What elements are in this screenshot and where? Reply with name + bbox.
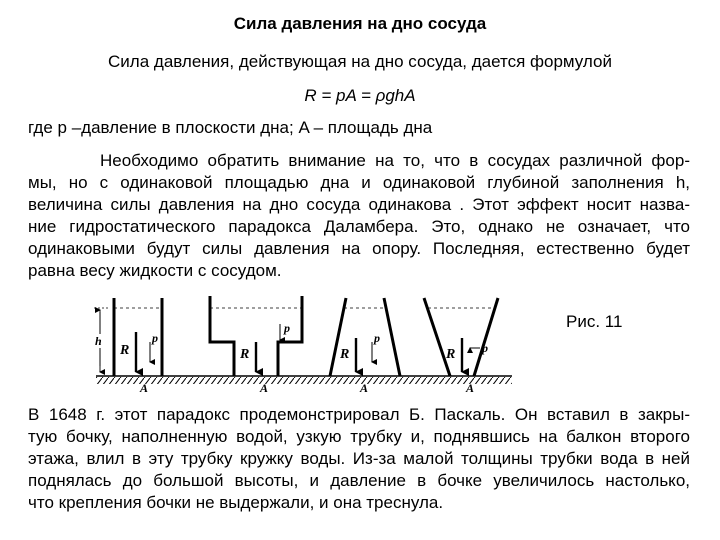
pressure-formula: R = pA = ρghA [304, 86, 416, 105]
paragraph-line: одинаковыми будут силы давления на опору. Последняя, естественно будет [28, 239, 690, 258]
page-title: Сила давления на дно сосуда [233, 14, 487, 33]
area-label-4: A [466, 381, 475, 395]
paragraph-line: величина силы давления на дно сосуда одинакова . Этот эффект носит назва- [28, 195, 690, 214]
pressure-label-4: p [482, 341, 488, 355]
formula-legend: где p –давление в плоскости дна; A – площадь дна [28, 118, 433, 137]
paragraph-line: мы, но с одинаковой площадью дна и одинаковой глубиной заполнения h, [28, 173, 690, 192]
pressure-label-1: p [152, 331, 158, 345]
paradox-paragraph [28, 150, 690, 282]
paragraph-line: Необходимо обратить внимание на то, что в сосудах различной фор- [100, 151, 690, 170]
area-label-3: A [360, 381, 369, 395]
pascal-paragraph [28, 404, 690, 514]
vessels-figure [84, 282, 524, 406]
paragraph-line: этажа, влил в эту трубку кружку воды. Из-за малой толщины трубки вода в ней [28, 449, 690, 468]
area-label-2: A [260, 381, 269, 395]
force-label-2: R [240, 347, 250, 362]
paragraph-line: тую бочку, наполненную водой, узкую трубку и, поднявшись на балкон второго [28, 427, 690, 446]
pressure-label-3: p [374, 331, 380, 345]
pressure-label-2: p [284, 321, 290, 335]
paragraph-line: поднялась до большой высоты, и давление в бочке увеличилось настолько, [28, 471, 690, 490]
figure-caption: Рис. 11 [566, 312, 623, 331]
depth-label: h [95, 334, 102, 348]
paragraph-line: что крепления бочки не выдержали, и она треснула. [28, 493, 444, 512]
paragraph-line: ние гидростатического парадокса Даламбера. Это, однако не означает, что [28, 217, 690, 236]
force-label-1: R [120, 343, 130, 358]
paragraph-line: В 1648 г. этот парадокс продемонстрировал Б. Паскаль. Он вставил в закры- [28, 405, 690, 424]
paragraph-line: равна весу жидкости с сосудом. [28, 261, 282, 280]
area-label-1: A [140, 381, 149, 395]
force-label-4: R [446, 347, 456, 362]
depth-dimension [93, 308, 108, 372]
force-label-3: R [340, 347, 350, 362]
ground-line [96, 376, 512, 384]
intro-sentence: Сила давления, действующая на дно сосуда, дается формулой [108, 52, 612, 71]
